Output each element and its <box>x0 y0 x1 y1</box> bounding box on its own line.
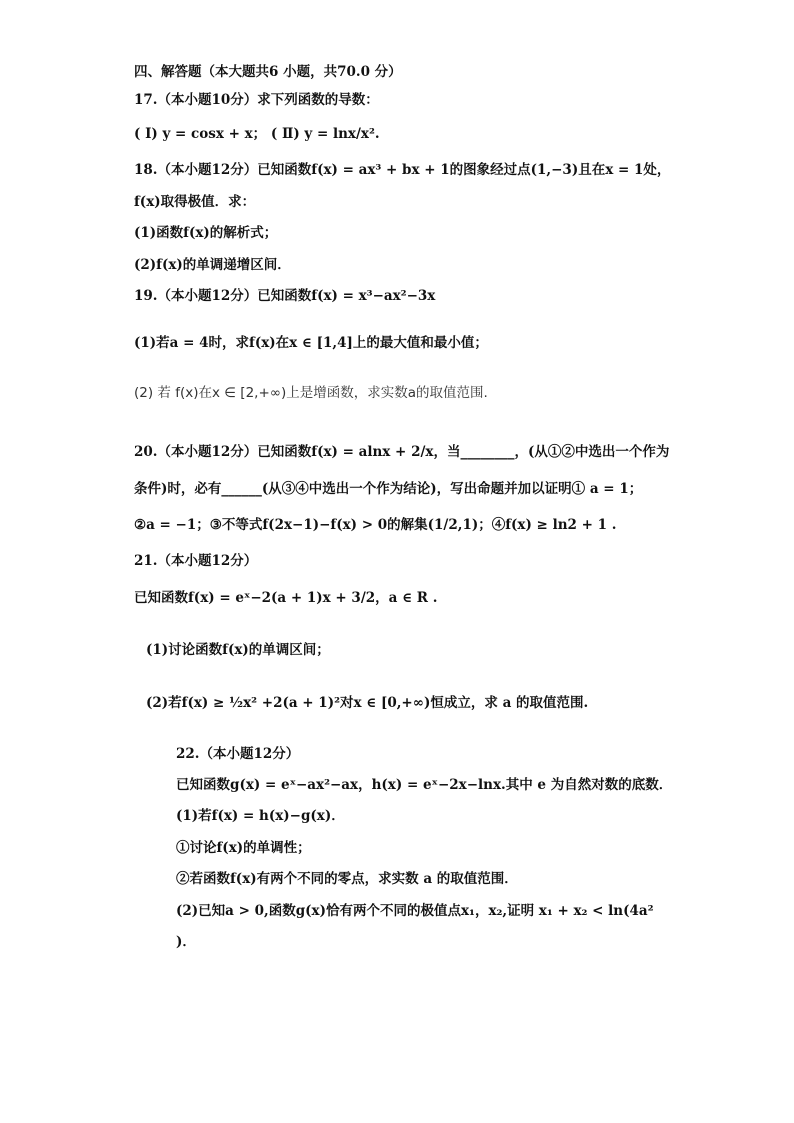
q22-line-5: (2)已知a > 0,函数g(x)恰有两个不同的极值点x₁，x₂,证明 x₁ + x₂ < ln(4a² <box>176 903 654 919</box>
q21-line-1: 已知函数f(x) = eˣ−2(a + 1)x + 3/2，a ∈ R . <box>134 590 438 606</box>
q20-line-3: ②a = −1；③不等式f(2x−1)−f(x) > 0的解集(1/2,1)；④f(x) ≥ ln2 + 1 . <box>134 517 617 533</box>
q19-line-3: (2) 若 f(x)在x ∈ [2,+∞)上是增函数，求实数a的取值范围. <box>134 385 488 401</box>
q17-parts: ( Ⅰ) y = cosx + x； ( Ⅱ) y = lnx/x². <box>134 126 380 142</box>
q21-line-3: (2)若f(x) ≥ ½x² +2(a + 1)²对x ∈ [0,+∞)恒成立，求 a 的取值范围. <box>146 695 589 711</box>
q17-title: 17.（本小题10分）求下列函数的导数： <box>134 92 379 108</box>
q22-title: 22.（本小题12分） <box>176 746 300 762</box>
q19-line-2: (1)若a = 4时，求f(x)在x ∈ [1,4]上的最大值和最小值； <box>134 335 488 351</box>
q20-line-2: 条件)时，必有______(从③④中选出一个作为结论)，写出命题并加以证明① a = 1； <box>134 481 643 497</box>
q18-line-3: (1)函数f(x)的解析式； <box>134 225 278 241</box>
q22-line-4: ②若函数f(x)有两个不同的零点，求实数 a 的取值范围． <box>176 871 518 887</box>
q22-line-2: (1)若f(x) = h(x)−g(x)． <box>176 808 345 824</box>
q22-line-6: )． <box>176 934 196 950</box>
q19-line-1: 19.（本小题12分）已知函数f(x) = x³−ax²−3x <box>134 288 436 304</box>
q22-line-3: ①讨论f(x)的单调性； <box>176 840 311 856</box>
q18-line-4: (2)f(x)的单调递增区间． <box>134 257 291 273</box>
q20-line-1: 20.（本小题12分）已知函数f(x) = alnx + 2/x，当________，(从①②中选出一个作为 <box>134 444 670 460</box>
q18-line-1: 18.（本小题12分）已知函数f(x) = ax³ + bx + 1的图象经过点(1,−3)且在x = 1处， <box>134 162 671 178</box>
q21-line-2: (1)讨论函数f(x)的单调区间； <box>146 642 330 658</box>
q21-title: 21.（本小题12分） <box>134 553 258 569</box>
q18-line-2: f(x)取得极值．求： <box>134 194 256 210</box>
section-heading: 四、解答题（本大题共6 小题，共70.0 分） <box>134 64 402 80</box>
q22-line-1: 已知函数g(x) = eˣ−ax²−ax，h(x) = eˣ−2x−lnx.其中 e 为自然对数的底数． <box>176 777 673 793</box>
